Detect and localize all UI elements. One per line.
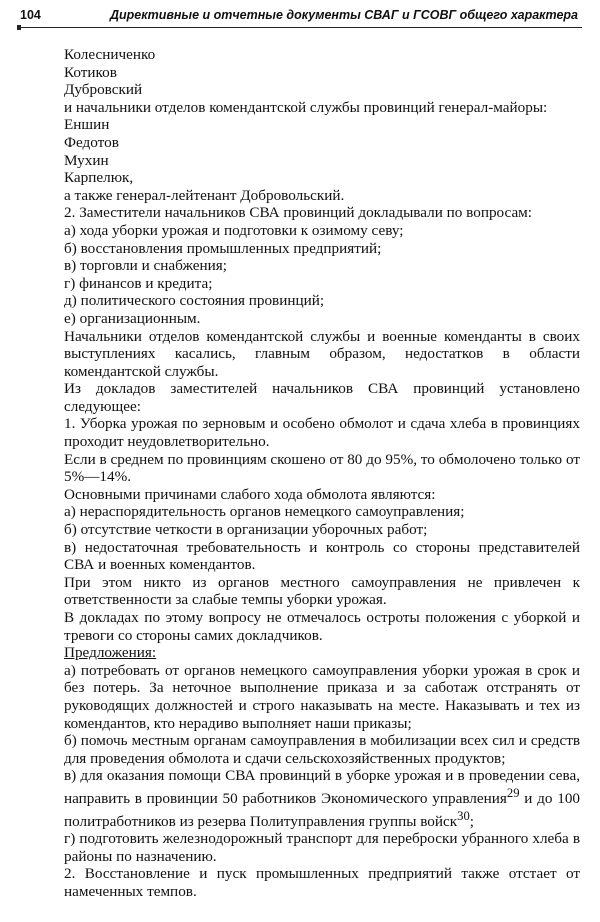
paragraph: В докладах по этому вопросу не отмечалось остроты положения с уборкой и тревоги со стороны самих докладчиков.: [64, 609, 580, 644]
footnote-ref: 29: [506, 785, 520, 800]
name-line: Котиков: [64, 63, 117, 81]
paragraph: 1. Уборка урожая по зерновым и особено обмолот и сдача хлеба в провинциях проходит неудовлетворительно.: [64, 415, 580, 451]
proposals-heading-text: Предложения:: [64, 644, 157, 662]
list-item: в) торговли и снабжения;: [64, 257, 227, 275]
chiefs-line: и начальники отделов комендантской службы провинций генерал-майоры:: [64, 98, 548, 116]
list-item: а) нераспорядительность органов немецкого самоуправления;: [64, 503, 465, 521]
proposals-heading: [64, 644, 580, 662]
list-item: г) финансов и кредита;: [64, 274, 213, 292]
running-title: Директивные и отчетные документы СВАГ и ГСОВГ общего характера: [110, 8, 578, 22]
list-item: б) восстановления промышленных предприятий;: [64, 239, 382, 257]
paragraph: Из докладов заместителей начальников СВА провинций установлено следующее:: [64, 380, 580, 415]
proposal-text: в) для оказания помощи СВА провинций в уборке урожая и в проведении сева, направить в провинции 50 работников Экономического управления: [64, 767, 580, 807]
header-rule: [18, 27, 582, 28]
list-item: б) отсутствие четкости в организации уборочных работ;: [64, 521, 428, 539]
proposal-item: г) подготовить железнодорожный транспорт для переброски убранного хлеба в районы по назначению.: [64, 830, 580, 865]
name-line: Дубровский: [64, 81, 143, 99]
paragraph: При этом никто из органов местного самоуправления не привлечен к ответственности за слабые темпы уборки урожая.: [64, 573, 580, 609]
running-header: [18, 6, 582, 28]
name-line: Федотов: [64, 133, 119, 151]
page-body: [64, 46, 580, 901]
list-item: в) недостаточная требовательность и контроль со стороны представителей СВА и военных комендантов.: [64, 538, 580, 574]
proposal-item: а) потребовать от органов немецкого самоуправления уборки урожая в срок и без потерь. За неточное выполнение приказа и за саботаж отстранять от руководящих должностей и строго наказывать на месте. Наказывать и тех из комендантов, кто нерадиво выполняет наши приказы;: [64, 661, 580, 732]
header-rule-mark: [17, 25, 21, 30]
list-item: а) хода уборки урожая и подготовки к озимому севу;: [64, 221, 404, 239]
section-2-intro: 2. Заместители начальников СВА провинций докладывали по вопросам:: [64, 204, 533, 222]
proposal-item: б) помочь местным органам самоуправления в мобилизации всех сил и средств для проведения обмолота и сдачи сельскохозяйственных продуктов;: [64, 732, 580, 767]
proposal-text: ;: [469, 812, 475, 830]
name-line: Мухин: [64, 151, 109, 169]
page-number: 104: [20, 8, 41, 22]
footnote-ref: 30: [457, 808, 470, 823]
proposal-text: и до 100 политработников из резерва Политуправления группы войск: [64, 790, 581, 830]
name-line: Карпелюк,: [64, 169, 134, 187]
paragraph: Если в среднем по провинциям скошено от 80 до 95%, то обмолочено только от 5%—14%.: [64, 450, 580, 486]
paragraph: Начальники отделов комендантской службы и военные коменданты в своих выступлениях касались, главным образом, недостатков в области комендантской службы.: [64, 327, 580, 380]
name-line: Колесниченко: [64, 46, 156, 63]
list-item: е) организационным.: [64, 309, 201, 327]
also-line: а также генерал-лейтенант Добровольский.: [64, 186, 345, 204]
proposal-item: [64, 767, 580, 830]
paragraph: Основными причинами слабого хода обмолота являются:: [64, 485, 436, 503]
list-item: д) политического состояния провинций;: [64, 292, 325, 310]
paragraph: 2. Восстановление и пуск промышленных предприятий также отстает от намеченных темпов.: [64, 865, 580, 901]
name-line: Еншин: [64, 116, 110, 134]
